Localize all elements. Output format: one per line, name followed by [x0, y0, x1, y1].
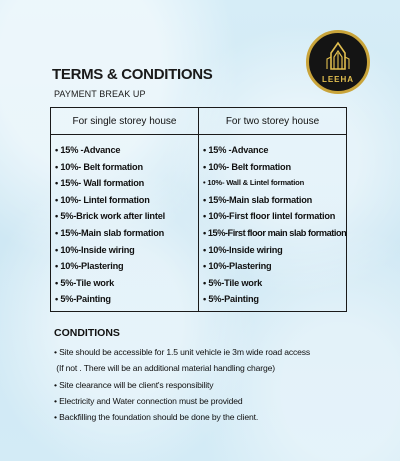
page-title: TERMS & CONDITIONS — [52, 66, 213, 83]
list-item: • 15%-First floor main slab formation — [203, 227, 347, 238]
column-header-two: For two storey house — [199, 108, 347, 135]
list-item: • 5%-Tile work — [203, 277, 262, 288]
conditions-list — [54, 344, 354, 425]
list-item: • 10%-Plastering — [203, 261, 272, 272]
list-item: • 10%-Inside wiring — [203, 244, 283, 255]
building-icon — [321, 39, 355, 73]
column-header-single: For single storey house — [51, 108, 199, 135]
list-item: • 10%- Lintel formation — [55, 194, 150, 205]
list-item: • 10%-First floor lintel formation — [203, 211, 336, 222]
leeha-logo — [306, 30, 370, 94]
list-item: • 10%- Belt formation — [55, 161, 143, 172]
list-item: • 5%-Painting — [55, 294, 111, 305]
condition-item: • Electricity and Water connection must be provided — [54, 395, 243, 406]
page-subtitle: PAYMENT BREAK UP — [54, 89, 146, 99]
logo-text: LEEHA — [321, 75, 355, 84]
single-storey-column — [51, 135, 199, 312]
condition-item: • Site should be accessible for 1.5 unit vehicle ie 3m wide road access — [54, 347, 311, 357]
conditions-heading: CONDITIONS — [54, 327, 120, 339]
list-item: • 15%-Main slab formation — [203, 194, 313, 205]
list-item: • 5%-Painting — [203, 294, 259, 305]
list-item: • 5%-Tile work — [55, 277, 114, 288]
two-storey-column — [199, 135, 347, 312]
condition-item: • Backfilling the foundation should be done by the client. — [54, 412, 259, 423]
list-item: • 10%-Plastering — [55, 261, 124, 272]
list-item: • 10%-Inside wiring — [55, 244, 135, 255]
list-item: • 5%-Brick work after lintel — [55, 211, 165, 222]
list-item: • 15% -Advance — [203, 145, 269, 155]
list-item: • 15%-Main slab formation — [55, 227, 165, 238]
list-item: • 15%- Wall formation — [55, 178, 145, 189]
list-item: • 10%- Wall & Lintel formation — [203, 178, 305, 188]
condition-note: (If not . There will be an additional material handling charge) — [56, 363, 275, 374]
list-item: • 15% -Advance — [55, 145, 121, 155]
list-item: • 10%- Belt formation — [203, 161, 291, 172]
condition-item: • Site clearance will be client's responsibility — [54, 379, 214, 390]
payment-breakup-table — [50, 107, 347, 312]
